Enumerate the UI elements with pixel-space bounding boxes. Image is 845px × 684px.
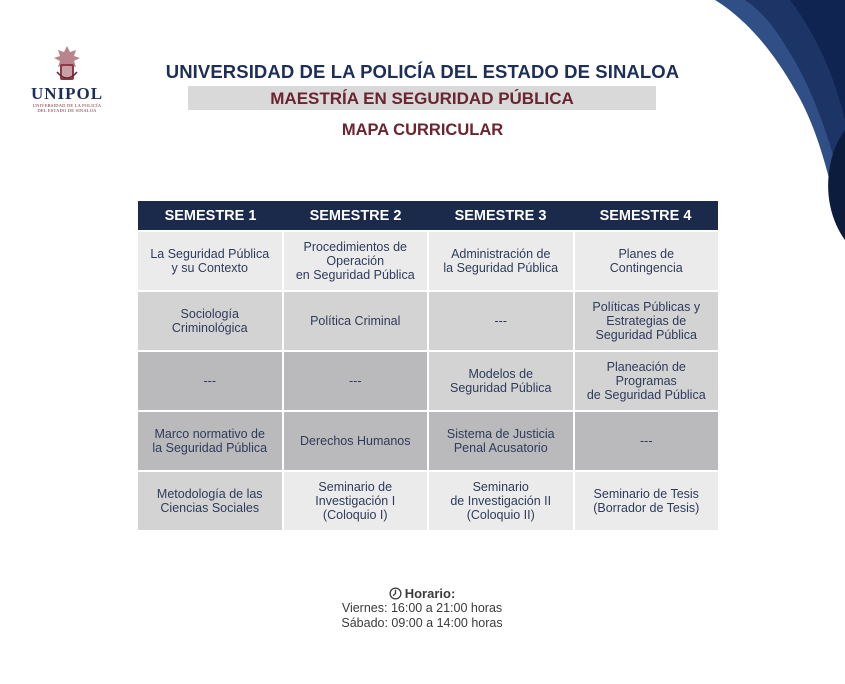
course-cell: Políticas Públicas y Estrategias de Seguridad Pública (575, 292, 719, 350)
course-cell: Procedimientos de Operación en Seguridad Pública (284, 232, 428, 290)
course-row (138, 232, 718, 290)
course-cell: Marco normativo de la Seguridad Pública (138, 412, 282, 470)
course-cell: Seminario de Investigación I (Coloquio I) (284, 472, 428, 530)
course-cell: Administración de la Seguridad Pública (429, 232, 573, 290)
course-cell: --- (284, 352, 428, 410)
course-row (138, 352, 718, 410)
course-row (138, 472, 718, 530)
logo-name: UNIPOL (30, 84, 104, 103)
unipol-logo (22, 44, 112, 113)
course-cell: --- (429, 292, 573, 350)
course-cell: Modelos de Seguridad Pública (429, 352, 573, 410)
course-row (138, 292, 718, 350)
course-cell: Derechos Humanos (284, 412, 428, 470)
schedule-label: Horario: (404, 586, 456, 601)
program-title: MAESTRÍA EN SEGURIDAD PÚBLICA (188, 86, 656, 110)
course-row (138, 412, 718, 470)
semester-4-header: SEMESTRE 4 (599, 207, 692, 224)
course-cell: Planeación de Programas de Seguridad Pública (575, 352, 719, 410)
course-cell: Metodología de las Ciencias Sociales (138, 472, 282, 530)
course-cell: Sistema de Justicia Penal Acusatorio (429, 412, 573, 470)
crest-icon (52, 44, 82, 84)
course-cell: Política Criminal (284, 292, 428, 350)
decorative-corner-waves (715, 0, 845, 260)
schedule-info (322, 586, 522, 631)
curriculum-map-title: MAPA CURRICULAR (341, 121, 504, 139)
semester-3-header: SEMESTRE 3 (454, 207, 547, 224)
semester-1-header: SEMESTRE 1 (164, 207, 257, 224)
university-title: UNIVERSIDAD DE LA POLICÍA DEL ESTADO DE SINALOA (165, 61, 680, 82)
course-cell: Sociología Criminológica (138, 292, 282, 350)
curriculum-table (138, 201, 718, 530)
schedule-friday: Viernes: 16:00 a 21:00 horas (341, 601, 503, 615)
course-cell: --- (138, 352, 282, 410)
course-cell: Planes de Contingencia (575, 232, 719, 290)
course-cell: Seminario de Investigación II (Coloquio II) (429, 472, 573, 530)
course-cell: --- (575, 412, 719, 470)
logo-subtitle-1: UNIVERSIDAD DE LA POLICÍA (32, 103, 102, 108)
course-cell: La Seguridad Pública y su Contexto (138, 232, 282, 290)
semester-header-row (138, 201, 718, 230)
clock-icon (389, 587, 402, 600)
logo-subtitle-2: DEL ESTADO DE SINALOA (37, 108, 97, 113)
schedule-heading (322, 586, 522, 601)
schedule-saturday: Sábado: 09:00 a 14:00 horas (341, 616, 503, 630)
course-cell: Seminario de Tesis (Borrador de Tesis) (575, 472, 719, 530)
semester-2-header: SEMESTRE 2 (309, 207, 402, 224)
